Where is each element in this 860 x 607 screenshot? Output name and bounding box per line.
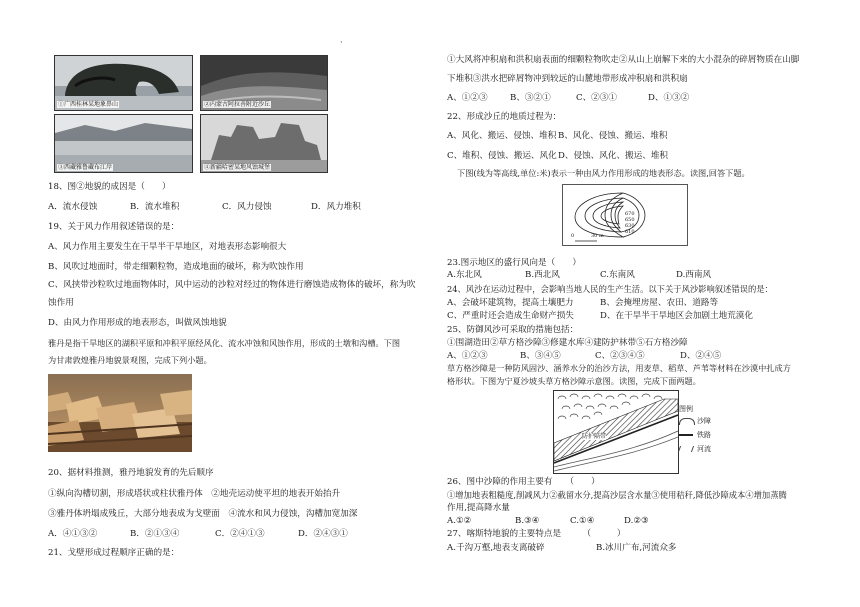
q25-option-a: A、①②③ <box>447 351 488 361</box>
header-dot: · <box>340 38 343 47</box>
q21-option-a: A、①②③ <box>447 93 488 103</box>
q23-option-d: D.西南风 <box>676 270 712 280</box>
photo-caption-2: ②内蒙古阿拉善附近沙丘 <box>204 101 271 108</box>
contour-scale-30m: 30 m <box>591 233 604 239</box>
q19-option-c-line1: C、风挟带沙粒吹过地面物体时，风中运动的沙粒对经过的物体进行磨蚀造成物体的破坏，称为吹 <box>48 280 416 290</box>
contour-label-650: 650 <box>625 217 635 223</box>
q21-line2: 下堆积③洪水把碎屑物冲到较远的山麓地带形成冲积扇和洪积扇 <box>447 74 688 84</box>
q24-option-a: A、会破坏建筑物，提高土壤肥力 <box>447 298 574 308</box>
q26-option-d: D.②③ <box>624 516 649 526</box>
q20-stem: 20、据材料推测，雅丹地貌发育的先后顺序 <box>48 468 214 478</box>
q26-stem: 26、图中沙障的作用主要有 （ ） <box>447 477 600 487</box>
q25-intro-line2: 格形状。下图为宁夏沙坡头草方格沙障示意图。读图，完成下面两题。 <box>447 376 701 386</box>
yardang-image <box>48 374 192 452</box>
contour-label-670: 670 <box>625 211 635 217</box>
sand-barrier-svg <box>554 391 678 473</box>
q19-option-b: B、风吹过地面时，带走细颗粒物，造成地面的破坏，称为吹蚀作用 <box>48 262 304 272</box>
yardang-intro-line2: 为甘肃敦煌雅丹地貌景观图，完成下列小题。 <box>48 355 212 365</box>
legend-item-river: 河流 <box>697 445 711 453</box>
q18-option-a: A．流水侵蚀 <box>48 202 98 212</box>
q22-option-b: B、风化、侵蚀、搬运、堆积 <box>558 131 668 141</box>
q18-stem: 18、图②地貌的成因是（ ） <box>48 182 171 192</box>
contour-label-630: 630 <box>625 223 635 229</box>
contour-label-610: 610 <box>625 229 635 235</box>
photo-sand-dunes <box>200 55 328 111</box>
q21-option-d: D、①③② <box>648 93 690 103</box>
legend-title: 图例 <box>679 405 693 413</box>
q27-stem: 27、喀斯特地貌的主要特点是 （ ） <box>447 529 626 539</box>
q22-option-a: A、风化、搬运、侵蚀、堆积 <box>447 131 557 141</box>
q24-option-c: C、严重时还会造成生命财产损失 <box>447 311 574 321</box>
q26-option-c: C.①④ <box>570 516 595 526</box>
contour-scale-zero: 0 <box>571 233 575 239</box>
q23-stem: 23.图示地区的盛行风向是（ ） <box>447 258 581 268</box>
q19-stem: 19、关于风力作用叙述错误的是： <box>48 222 180 232</box>
q18-option-d: D．风力堆积 <box>311 202 361 212</box>
photo-elephant-trunk-hill <box>54 55 193 111</box>
q27-option-a: A.千沟万壑,地表支离破碎 <box>447 543 545 553</box>
q26-option-a: A.①② <box>447 516 472 526</box>
q19-option-a: A、风力作用主要发生在干旱半干旱地区，对地表形态影响很大 <box>48 242 287 252</box>
q23-option-c: C.东南风 <box>600 270 635 280</box>
q19-option-c-line2: 蚀作用 <box>48 298 74 308</box>
contour-map-intro: 下图(线为等高线,单位:米)表示一种由风力作用形成的地表形态。读图,回答下题。 <box>457 168 750 178</box>
q18-option-b: B．流水堆积 <box>130 202 180 212</box>
contour-map <box>562 184 688 246</box>
q18-option-c: C．风力侵蚀 <box>222 202 272 212</box>
q20-line2: ③雅丹体坍塌成残丘，大部分地表成为戈壁面 ④流水和风力侵蚀，沟槽加宽加深 <box>48 509 358 519</box>
q21-line1: ①大风将冲积扇和洪积扇表面的细颗粒物吹走②从山上崩解下来的大小混杂的碎屑物质在山脚 <box>447 55 800 65</box>
q24-option-b: B、会掩埋房屋、农田、道路等 <box>600 298 719 308</box>
q20-option-c: C．②④①③ <box>215 529 265 539</box>
q22-option-c: C、堆积、侵蚀、搬运、风化 <box>447 151 557 161</box>
q21-option-b: B、③②① <box>510 93 551 103</box>
q21-stem: 21、戈壁形成过程顺序正确的是： <box>48 548 180 558</box>
q26-line2: 作用,提高降水量 <box>447 503 510 513</box>
railway-legend-icon <box>679 434 693 436</box>
q20-option-a: A．④①③② <box>48 529 98 539</box>
legend-item-railway: 铁路 <box>697 431 711 439</box>
q24-stem: 24、风沙在运动过程中，会影响当地人民的生产生活。以下关于风沙影响叙述错误的是： <box>447 284 773 294</box>
q26-option-b: B.③④ <box>515 516 540 526</box>
q26-line1: ①增加地表粗糙度,削减风力②截留水分,提高沙层含水量③使用秸秆,降低沙障成本④增加蒸腾 <box>447 490 787 500</box>
photo-caption-4: ④新疆哈密某地风蚀城堡 <box>204 164 271 171</box>
q25-intro-line1: 草方格沙障是一种防风固沙、涵养水分的治沙方法，用麦草、稻草、芦苇等材料在沙漠中扎成方 <box>447 363 791 373</box>
q23-option-b: B.西北风 <box>525 270 560 280</box>
q22-stem: 22、形成沙丘的地质过程为： <box>447 112 562 122</box>
q22-option-d: D、侵蚀、风化、搬运、堆积 <box>558 151 669 161</box>
q19-option-d: D、由风力作用形成的地表形态，叫做风蚀地貌 <box>48 318 227 328</box>
q25-option-d: D、②④⑤ <box>680 351 722 361</box>
sand-barrier-legend-icon <box>679 418 695 425</box>
yardang-intro-line1: 雅丹是指干旱地区的湖积平原和冲积平原经风化、流水冲蚀和风蚀作用，形成的土墩和沟槽。下图 <box>48 338 401 348</box>
q20-line1: ①纵向沟槽切割，形成塔状或柱状雅丹体 ②地壳运动使平坦的地表开始抬升 <box>48 489 341 499</box>
q20-option-d: D．②④③① <box>298 529 348 539</box>
sand-barrier-map <box>553 390 679 474</box>
q21-option-c: C、②③① <box>576 93 617 103</box>
photo-yardang-landscape <box>48 374 192 452</box>
river-legend-icon <box>678 446 694 452</box>
q25-option-b: B、③④⑤ <box>520 351 561 361</box>
q24-option-d: D、在干旱半干旱地区会加剧土地荒漠化 <box>600 311 753 321</box>
photo-caption-3: ③西藏雅鲁藏布江岸 <box>58 164 113 171</box>
q20-option-b: B．②①③④ <box>130 529 180 539</box>
q27-option-b: B.冰川广布,河流众多 <box>596 543 677 553</box>
map-label-protection-belt: 防护隔带 <box>582 433 607 440</box>
map-legend <box>677 404 727 464</box>
legend-item-sand-barrier: 沙障 <box>697 417 711 425</box>
photo-wind-erosion-castle <box>200 114 328 173</box>
q23-option-a: A.东北风 <box>447 270 482 280</box>
q25-option-c: C、②③④⑤ <box>595 351 645 361</box>
q25-measures: ①围湖造田②草方格沙障③修建水库④建防护林带⑤石方格沙障 <box>447 338 688 348</box>
q25-stem: 25、防御风沙可采取的措施包括： <box>447 325 579 335</box>
photo-river-bank <box>54 114 193 173</box>
photo-caption-1: ①广西桂林某地象鼻山 <box>58 101 119 108</box>
